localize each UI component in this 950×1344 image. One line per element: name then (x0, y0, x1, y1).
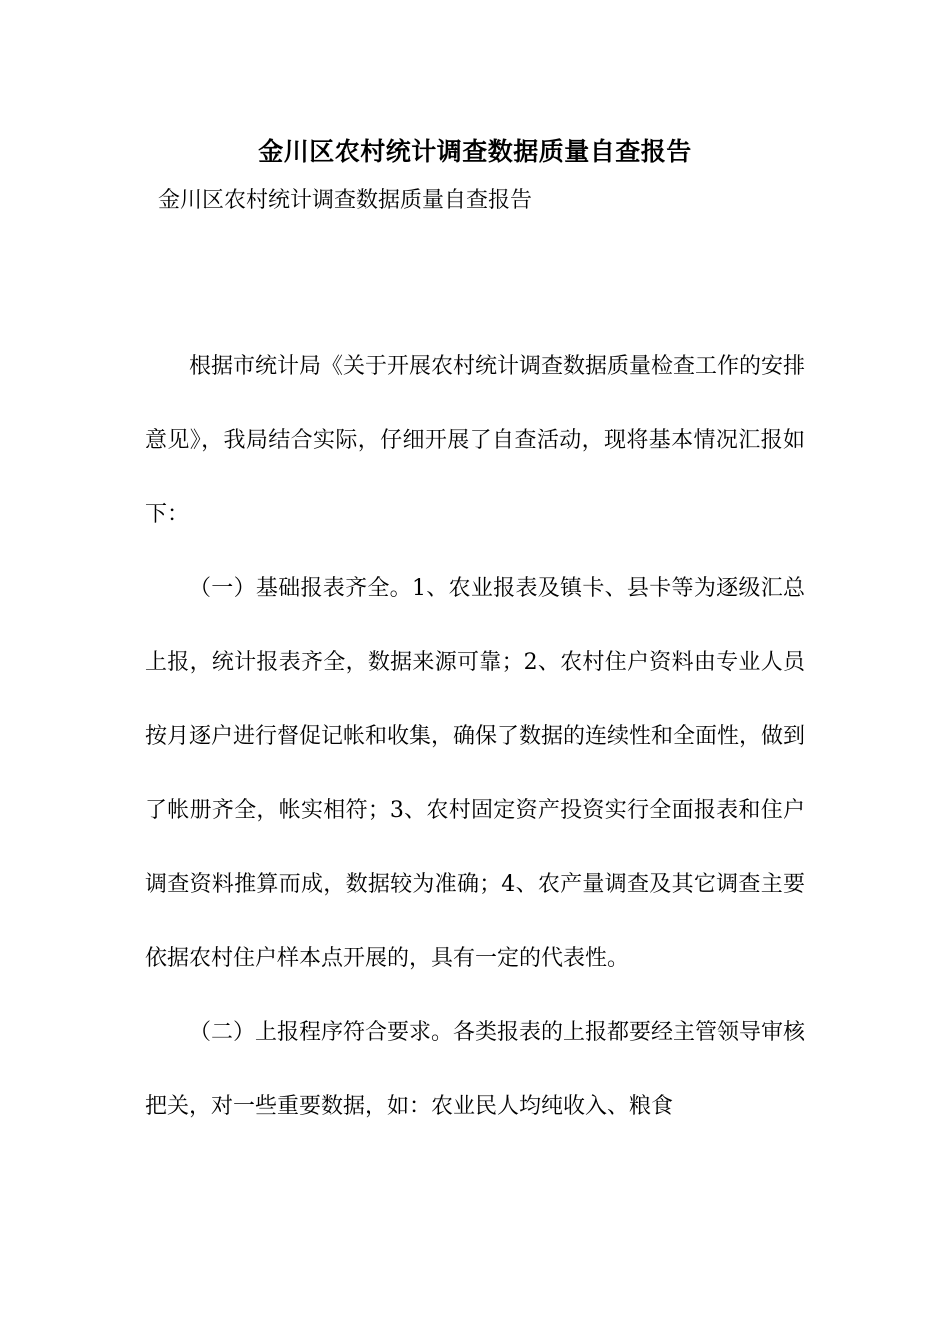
paragraph-section-2: （二）上报程序符合要求。各类报表的上报都要经主管领导审核把关，对一些重要数据，如：农业民人均纯收入、粮食 (145, 1020, 806, 1119)
paragraph-section-1: （一）基础报表齐全。1、农业报表及镇卡、县卡等为逐级汇总上报，统计报表齐全，数据来源可靠；2、农村住户资料由专业人员按月逐户进行督促记帐和收集，确保了数据的连续性和全面性，做到了帐册齐全，帐实相符；3、农村固定资产投资实行全面报表和住户调查资料推算而成，数据较为准确；4、农产量调查及其它调查主要依据农村住户样本点开展的，具有一定的代表性。 (145, 576, 806, 971)
document-body (145, 330, 805, 1144)
document-subtitle: 金川区农村统计调查数据质量自查报告 (158, 188, 533, 213)
document-title: 金川区农村统计调查数据质量自查报告 (258, 137, 692, 166)
paragraph-intro: 根据市统计局《关于开展农村统计调查数据质量检查工作的安排意见》，我局结合实际，仔细开展了自查活动，现将基本情况汇报如下： (145, 354, 806, 527)
